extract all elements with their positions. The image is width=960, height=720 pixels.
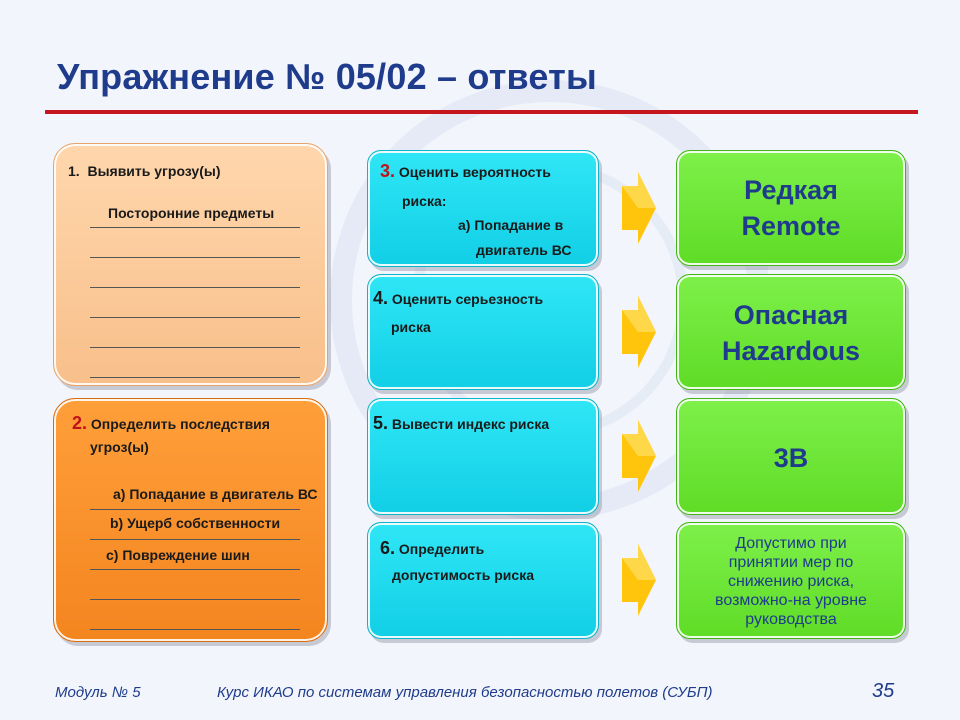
result-severity-ru: Опасная xyxy=(733,300,849,330)
answer-line xyxy=(90,287,300,288)
step-3-number: 3. xyxy=(380,161,396,181)
step-6-text: Определить xyxy=(398,541,485,557)
step-4-number: 4. xyxy=(373,288,389,308)
step-3-line4: двигатель ВС xyxy=(476,242,572,258)
footer-module: Модуль № 5 xyxy=(55,684,141,701)
result-tolerability-text xyxy=(682,534,900,629)
consequence-item: c) Повреждение шин xyxy=(106,547,250,563)
step-4-label xyxy=(373,288,543,309)
step-3-line3: a) Попадание в xyxy=(458,217,564,233)
step-1-number: 1. xyxy=(68,163,80,179)
identify-hazards-label xyxy=(68,163,220,179)
step-5-number: 5. xyxy=(373,413,389,433)
answer-line xyxy=(90,227,300,228)
result-probability-text xyxy=(676,172,906,244)
consequences-label-line2: угроз(ы) xyxy=(90,439,149,455)
hazard-item: Посторонние предметы xyxy=(108,205,275,221)
result-tolerability-line: Допустимо при xyxy=(735,535,847,552)
answer-line xyxy=(90,509,300,510)
result-tolerability-line: принятии мер по xyxy=(728,554,854,571)
result-probability-ru: Редкая xyxy=(744,175,838,205)
page-title: Упражнение № 05/02 – ответы xyxy=(57,56,597,97)
footer-course: Курс ИКАО по системам управления безопасностью полетов (СУБП) xyxy=(217,684,713,701)
result-severity-text xyxy=(676,297,906,369)
step-5-text: Вывести индекс риска xyxy=(391,416,550,432)
answer-line xyxy=(90,539,300,540)
consequences-label xyxy=(72,413,270,434)
step-6-line2: допустимость риска xyxy=(392,567,534,583)
step-3-text: Оценить вероятность xyxy=(398,164,551,180)
step-4-line2: риска xyxy=(391,319,431,335)
result-severity-en: Hazardous xyxy=(721,336,861,366)
consequence-item: a) Попадание в двигатель ВС xyxy=(113,486,318,502)
step-4-text: Оценить серьезность xyxy=(391,291,544,307)
step-3-line2: риска: xyxy=(402,193,447,209)
step-6-label xyxy=(380,538,484,559)
answer-line xyxy=(90,599,300,600)
result-tolerability-line: руководства xyxy=(745,611,837,628)
title-divider xyxy=(45,110,918,114)
answer-line xyxy=(90,347,300,348)
answer-line xyxy=(90,629,300,630)
arrow-right-icon xyxy=(622,420,656,492)
answer-line xyxy=(90,317,300,318)
step-2-text: Определить последствия xyxy=(90,416,270,432)
answer-line xyxy=(90,569,300,570)
result-tolerability-line: возможно-на уровне xyxy=(715,592,867,609)
result-index-text xyxy=(676,440,906,476)
step-2-number: 2. xyxy=(72,413,88,433)
result-tolerability-line: снижению риска, xyxy=(727,573,855,590)
arrow-right-icon xyxy=(622,296,656,368)
page-number: 35 xyxy=(872,680,895,702)
step-5-label xyxy=(373,413,549,434)
arrow-right-icon xyxy=(622,172,656,244)
arrow-right-icon xyxy=(622,544,656,616)
answer-line xyxy=(90,257,300,258)
step-1-text: Выявить угрозу(ы) xyxy=(87,163,221,179)
step-6-number: 6. xyxy=(380,538,396,558)
consequence-item: b) Ущерб собственности xyxy=(110,515,281,531)
identify-hazards-box xyxy=(53,143,328,386)
answer-line xyxy=(90,377,300,378)
step-3-label xyxy=(380,161,551,182)
result-probability-en: Remote xyxy=(741,211,841,241)
result-index-value: 3B xyxy=(773,443,809,473)
